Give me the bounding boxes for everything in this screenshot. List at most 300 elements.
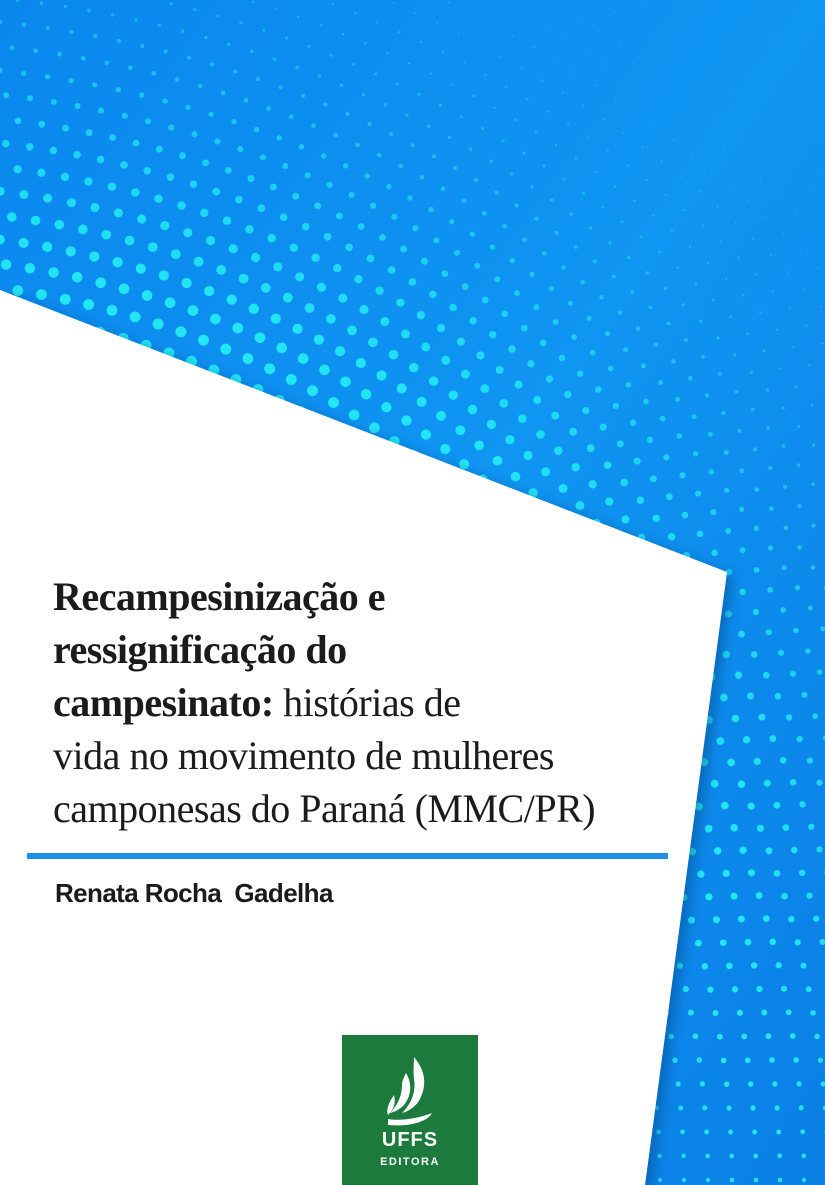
halftone-dot bbox=[57, 52, 62, 57]
title-line-5: camponesas do Paraná (MMC/PR) bbox=[53, 786, 596, 831]
halftone-dot bbox=[25, 263, 36, 274]
halftone-dot bbox=[307, 45, 310, 48]
halftone-dot bbox=[156, 146, 163, 153]
halftone-dot bbox=[73, 151, 81, 159]
halftone-dot bbox=[793, 628, 799, 634]
halftone-dot bbox=[143, 167, 151, 175]
halftone-dot bbox=[618, 310, 622, 314]
halftone-dot bbox=[747, 201, 749, 203]
halftone-dot bbox=[451, 83, 454, 86]
halftone-dot bbox=[769, 124, 770, 125]
halftone-dot bbox=[677, 433, 683, 439]
halftone-dot bbox=[737, 257, 739, 259]
halftone-dot bbox=[763, 350, 766, 353]
halftone-dot bbox=[783, 13, 784, 14]
halftone-dot bbox=[575, 157, 577, 159]
halftone-dot bbox=[706, 1178, 710, 1182]
halftone-dot bbox=[295, 66, 298, 69]
halftone-dot bbox=[220, 344, 231, 355]
halftone-dot bbox=[250, 50, 253, 53]
halftone-dot bbox=[522, 152, 525, 155]
halftone-dot bbox=[46, 26, 50, 30]
halftone-dot bbox=[168, 125, 174, 131]
halftone-dot bbox=[718, 23, 719, 24]
halftone-dot bbox=[216, 15, 219, 18]
halftone-dot bbox=[119, 283, 130, 294]
halftone-dot bbox=[377, 153, 382, 158]
halftone-dot bbox=[754, 1178, 759, 1183]
halftone-dot bbox=[791, 847, 798, 854]
halftone-dot bbox=[688, 376, 692, 380]
halftone-dot bbox=[797, 463, 801, 467]
halftone-dot bbox=[301, 94, 305, 98]
halftone-dot bbox=[577, 370, 584, 377]
halftone-dot bbox=[711, 550, 718, 557]
halftone-dot bbox=[630, 290, 634, 294]
halftone-dot bbox=[754, 487, 759, 492]
halftone-dot bbox=[491, 23, 493, 25]
halftone-dot bbox=[36, 289, 47, 300]
halftone-dot bbox=[818, 135, 819, 136]
halftone-dot bbox=[595, 84, 597, 86]
halftone-dot bbox=[223, 217, 231, 225]
halftone-dot bbox=[654, 343, 658, 347]
halftone-dot bbox=[663, 454, 669, 460]
halftone-dot bbox=[685, 119, 686, 120]
halftone-dot bbox=[582, 192, 585, 195]
halftone-dot bbox=[722, 651, 729, 658]
halftone-dot bbox=[494, 276, 500, 282]
halftone-dot bbox=[384, 103, 387, 106]
halftone-dot bbox=[188, 305, 199, 316]
halftone-dot bbox=[499, 399, 508, 408]
halftone-dot bbox=[245, 225, 253, 233]
halftone-dot bbox=[682, 1178, 686, 1182]
halftone-dot bbox=[697, 870, 704, 877]
halftone-dot bbox=[70, 30, 74, 34]
halftone-dot bbox=[776, 962, 782, 968]
halftone-dot bbox=[323, 103, 327, 107]
halftone-dot bbox=[305, 303, 315, 313]
halftone-dot bbox=[481, 127, 484, 130]
halftone-dot bbox=[812, 98, 813, 99]
halftone-dot bbox=[401, 329, 410, 338]
halftone-dot bbox=[365, 173, 370, 178]
halftone-dot bbox=[299, 144, 304, 149]
halftone-dot bbox=[318, 74, 321, 77]
halftone-dot bbox=[650, 475, 657, 482]
halftone-dot bbox=[614, 11, 615, 12]
halftone-dot bbox=[654, 125, 656, 127]
halftone-dot bbox=[554, 59, 556, 61]
halftone-dot bbox=[527, 360, 534, 367]
halftone-dot bbox=[702, 225, 704, 227]
halftone-dot bbox=[770, 939, 777, 946]
halftone-dot bbox=[3, 92, 9, 98]
halftone-dot bbox=[436, 411, 446, 421]
halftone-dot bbox=[554, 231, 558, 235]
halftone-dot bbox=[763, 915, 770, 922]
halftone-dot bbox=[705, 893, 712, 900]
halftone-dot bbox=[702, 1105, 707, 1110]
halftone-dot bbox=[688, 1010, 694, 1016]
halftone-dot bbox=[428, 207, 433, 212]
halftone-dot bbox=[549, 286, 554, 291]
halftone-dot bbox=[765, 217, 767, 219]
halftone-dot bbox=[758, 714, 765, 721]
halftone-dot bbox=[783, 526, 788, 531]
halftone-dot bbox=[349, 410, 360, 421]
halftone-dot bbox=[808, 191, 809, 192]
halftone-dot bbox=[239, 21, 242, 24]
halftone-dot bbox=[793, 1057, 798, 1062]
halftone-dot bbox=[328, 397, 339, 408]
halftone-dot bbox=[37, 169, 45, 177]
halftone-dot bbox=[721, 802, 729, 810]
halftone-dot bbox=[737, 38, 738, 39]
halftone-dot bbox=[774, 870, 781, 877]
halftone-dot bbox=[716, 737, 724, 745]
halftone-dot bbox=[786, 714, 792, 720]
halftone-dot bbox=[285, 37, 288, 40]
halftone-dot bbox=[775, 67, 776, 68]
halftone-dot bbox=[530, 185, 533, 188]
halftone-dot bbox=[515, 204, 519, 208]
halftone-dot bbox=[671, 230, 673, 232]
halftone-dot bbox=[753, 447, 757, 451]
halftone-dot bbox=[429, 291, 437, 299]
halftone-dot bbox=[575, 501, 584, 510]
halftone-dot bbox=[559, 355, 566, 362]
halftone-dot bbox=[607, 63, 608, 64]
halftone-dot bbox=[642, 146, 644, 148]
halftone-dot bbox=[107, 305, 118, 316]
halftone-dot bbox=[260, 154, 266, 160]
halftone-dot bbox=[637, 496, 645, 504]
halftone-dot bbox=[536, 430, 545, 439]
halftone-dot bbox=[627, 256, 630, 259]
halftone-dot bbox=[21, 71, 26, 76]
halftone-dot bbox=[515, 381, 523, 389]
halftone-dot bbox=[480, 384, 489, 393]
halftone-dot bbox=[120, 161, 128, 169]
halftone-dot bbox=[212, 188, 220, 196]
halftone-dot bbox=[673, 140, 675, 142]
halftone-dot bbox=[688, 917, 695, 924]
halftone-dot bbox=[741, 1033, 747, 1039]
halftone-dot bbox=[162, 98, 167, 103]
halftone-dot bbox=[171, 249, 181, 259]
halftone-dot bbox=[661, 160, 663, 162]
halftone-dot bbox=[134, 18, 137, 21]
halftone-dot bbox=[821, 343, 823, 345]
halftone-dot bbox=[752, 1130, 757, 1135]
halftone-dot bbox=[526, 98, 528, 100]
halftone-dot bbox=[724, 488, 729, 493]
halftone-dot bbox=[198, 335, 209, 346]
halftone-dot bbox=[684, 338, 688, 342]
halftone-dot bbox=[604, 461, 612, 469]
halftone-dot bbox=[718, 372, 722, 376]
halftone-dot bbox=[800, 963, 806, 969]
halftone-dot bbox=[795, 212, 796, 213]
halftone-dot bbox=[795, 585, 800, 590]
halftone-dot bbox=[271, 313, 281, 323]
halftone-dot bbox=[231, 119, 236, 124]
halftone-dot bbox=[771, 34, 772, 35]
halftone-dot bbox=[751, 962, 757, 968]
halftone-dot bbox=[442, 270, 449, 277]
halftone-dot bbox=[43, 194, 52, 203]
halftone-dot bbox=[717, 206, 719, 208]
halftone-dot bbox=[737, 429, 741, 433]
halftone-dot bbox=[582, 105, 584, 107]
halftone-dot bbox=[487, 420, 496, 429]
halftone-dot bbox=[608, 366, 614, 372]
halftone-dot bbox=[177, 201, 185, 209]
halftone-dot bbox=[614, 185, 616, 187]
halftone-dot bbox=[726, 1106, 731, 1111]
halftone-dot bbox=[101, 230, 111, 240]
halftone-dot bbox=[748, 869, 755, 876]
halftone-dot bbox=[247, 175, 254, 182]
halftone-dot bbox=[311, 123, 316, 128]
halftone-dot bbox=[133, 140, 140, 147]
halftone-dot bbox=[720, 240, 722, 242]
halftone-dot bbox=[505, 435, 514, 444]
halftone-dot bbox=[389, 132, 393, 136]
halftone-dot bbox=[707, 261, 709, 263]
halftone-dot bbox=[364, 42, 367, 45]
halftone-dot bbox=[561, 265, 566, 270]
halftone-dot bbox=[692, 414, 697, 419]
halftone-dot bbox=[408, 62, 411, 65]
halftone-dot bbox=[780, 607, 786, 613]
halftone-dot bbox=[570, 212, 573, 215]
halftone-dot bbox=[10, 45, 15, 50]
halftone-dot bbox=[400, 246, 407, 253]
halftone-dot bbox=[775, 1105, 780, 1110]
halftone-dot bbox=[97, 156, 105, 164]
halftone-dot bbox=[790, 779, 797, 786]
halftone-dot bbox=[595, 171, 597, 173]
halftone-dot bbox=[671, 359, 675, 363]
halftone-dot bbox=[463, 63, 465, 65]
halftone-dot bbox=[354, 275, 362, 283]
halftone-dot bbox=[553, 319, 559, 325]
halftone-dot bbox=[754, 143, 755, 144]
halftone-dot bbox=[770, 254, 772, 256]
halftone-dot bbox=[589, 480, 597, 488]
halftone-dot bbox=[375, 287, 383, 295]
halftone-dot bbox=[689, 245, 691, 247]
halftone-dot bbox=[729, 185, 731, 187]
halftone-dot bbox=[67, 198, 76, 207]
halftone-dot bbox=[666, 493, 673, 500]
halftone-dot bbox=[634, 111, 636, 113]
halftone-dot bbox=[647, 90, 648, 91]
halftone-dot bbox=[496, 366, 504, 374]
halftone-dot bbox=[608, 241, 611, 244]
halftone-dot bbox=[698, 98, 699, 99]
halftone-dot bbox=[818, 1058, 823, 1063]
halftone-dot bbox=[401, 415, 411, 425]
halftone-dot bbox=[732, 715, 740, 723]
halftone-dot bbox=[210, 314, 221, 325]
halftone-dot bbox=[367, 122, 371, 126]
halftone-dot bbox=[535, 131, 538, 134]
halftone-dot bbox=[270, 184, 277, 191]
halftone-dot bbox=[302, 223, 310, 231]
halftone-dot bbox=[95, 277, 106, 288]
halftone-dot bbox=[242, 353, 253, 364]
halftone-dot bbox=[511, 472, 521, 482]
halftone-dot bbox=[514, 290, 520, 296]
halftone-dot bbox=[542, 251, 547, 256]
halftone-dot bbox=[697, 1057, 703, 1063]
halftone-dot bbox=[412, 225, 418, 231]
halftone-dot bbox=[321, 153, 326, 158]
halftone-dot bbox=[716, 336, 719, 339]
halftone-dot bbox=[111, 13, 114, 16]
halftone-dot bbox=[154, 194, 162, 202]
halftone-dot bbox=[779, 367, 782, 370]
halftone-dot bbox=[22, 23, 26, 27]
halftone-dot bbox=[131, 188, 139, 196]
halftone-dot bbox=[441, 186, 446, 191]
halftone-dot bbox=[7, 212, 17, 222]
halftone-dot bbox=[712, 299, 715, 302]
halftone-dot bbox=[98, 108, 104, 114]
halftone-dot bbox=[421, 258, 428, 265]
halftone-dot bbox=[493, 456, 503, 466]
halftone-dot bbox=[355, 142, 360, 147]
halftone-dot bbox=[333, 133, 338, 138]
halftone-dot bbox=[766, 847, 773, 854]
halftone-dot bbox=[418, 93, 421, 96]
publisher-imprint: EDITORA bbox=[380, 1156, 440, 1168]
halftone-dot bbox=[258, 204, 266, 212]
halftone-dot bbox=[356, 358, 366, 368]
halftone-dot bbox=[533, 304, 539, 310]
halftone-dot bbox=[564, 391, 571, 398]
halftone-dot bbox=[87, 9, 90, 12]
halftone-dot bbox=[730, 824, 737, 831]
halftone-dot bbox=[145, 118, 151, 124]
halftone-dot bbox=[453, 166, 457, 170]
halftone-dot bbox=[677, 962, 683, 968]
halftone-dot bbox=[181, 278, 191, 288]
halftone-dot bbox=[712, 1010, 718, 1016]
halftone-dot bbox=[600, 424, 607, 431]
halftone-dot bbox=[15, 118, 22, 125]
halftone-dot bbox=[797, 504, 801, 508]
halftone-dot bbox=[739, 507, 744, 512]
halftone-dot bbox=[462, 283, 469, 290]
halftone-dot bbox=[781, 986, 787, 992]
halftone-dot bbox=[227, 294, 237, 304]
halftone-dot bbox=[607, 150, 609, 152]
halftone-dot bbox=[251, 253, 260, 262]
halftone-dot bbox=[693, 1033, 699, 1039]
halftone-dot bbox=[185, 105, 190, 110]
halftone-dot bbox=[652, 514, 659, 521]
halftone-dot bbox=[354, 12, 356, 14]
halftone-dot bbox=[427, 124, 430, 127]
halftone-dot bbox=[697, 530, 704, 537]
halftone-dot bbox=[361, 389, 372, 400]
halftone-dot bbox=[470, 231, 475, 236]
halftone-dot bbox=[647, 437, 653, 443]
halftone-dot bbox=[84, 177, 92, 185]
halftone-dot bbox=[727, 759, 735, 767]
halftone-dot bbox=[760, 180, 761, 181]
halftone-dot bbox=[362, 93, 365, 96]
halftone-dot bbox=[811, 404, 814, 407]
halftone-dot bbox=[411, 143, 415, 147]
halftone-dot bbox=[796, 1081, 801, 1086]
halftone-dot bbox=[165, 297, 176, 308]
halftone-dot bbox=[345, 243, 353, 251]
halftone-dot bbox=[379, 234, 386, 241]
halftone-dot bbox=[568, 301, 573, 306]
halftone-dot bbox=[338, 294, 347, 303]
halftone-dot bbox=[175, 326, 186, 337]
halftone-dot bbox=[743, 736, 750, 743]
halftone-dot bbox=[810, 1010, 816, 1016]
halftone-dot bbox=[713, 916, 720, 923]
halftone-dot bbox=[700, 1081, 705, 1086]
halftone-dot bbox=[812, 524, 816, 528]
halftone-dot bbox=[683, 209, 685, 211]
halftone-dot bbox=[725, 610, 732, 617]
halftone-dot bbox=[393, 2, 395, 4]
halftone-dot bbox=[93, 34, 97, 38]
halftone-dot bbox=[804, 288, 806, 290]
halftone-dot bbox=[790, 1033, 796, 1039]
halftone-dot bbox=[396, 83, 399, 86]
halftone-dot bbox=[229, 244, 238, 253]
halftone-dot bbox=[264, 363, 275, 374]
halftone-dot bbox=[458, 33, 460, 35]
halftone-dot bbox=[802, 1178, 806, 1182]
halftone-dot bbox=[332, 3, 334, 5]
halftone-dot bbox=[748, 1081, 753, 1086]
halftone-dot bbox=[489, 331, 496, 338]
halftone-dot bbox=[643, 399, 649, 405]
halftone-dot bbox=[664, 287, 667, 290]
halftone-dot bbox=[751, 651, 758, 658]
halftone-dot bbox=[769, 1057, 775, 1063]
halftone-dot bbox=[787, 271, 789, 273]
halftone-dot bbox=[421, 342, 430, 351]
halftone-dot bbox=[314, 335, 324, 345]
halftone-dot bbox=[114, 208, 123, 217]
halftone-dot bbox=[590, 350, 596, 356]
halftone-dot bbox=[78, 225, 88, 235]
halftone-dot bbox=[799, 870, 805, 876]
halftone-dot bbox=[807, 758, 813, 764]
halftone-dot bbox=[461, 198, 466, 203]
halftone-dot bbox=[359, 305, 368, 314]
halftone-dot bbox=[542, 79, 544, 81]
halftone-dot bbox=[768, 545, 773, 550]
halftone-dot bbox=[554, 446, 563, 455]
halftone-dot bbox=[279, 85, 283, 89]
halftone-dot bbox=[262, 29, 265, 32]
halftone-dot bbox=[225, 167, 232, 174]
halftone-dot bbox=[777, 1154, 782, 1159]
